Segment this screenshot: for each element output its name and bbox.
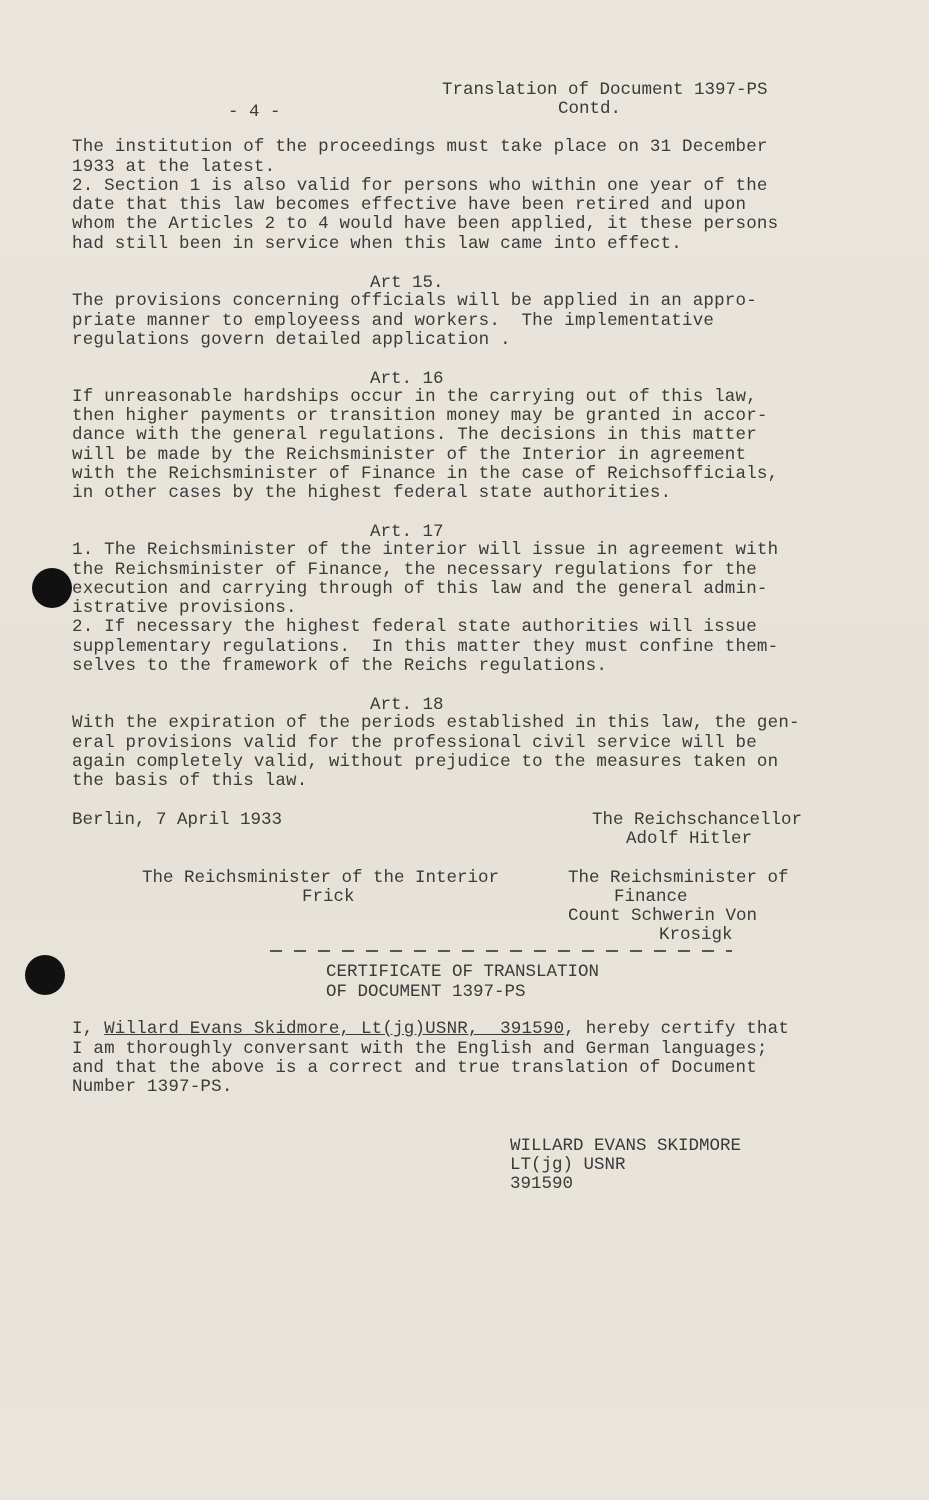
signer-number: 391590 [510, 1174, 574, 1194]
chancellor-name: Adolf Hitler [626, 829, 753, 849]
art18-line: again completely valid, without prejudice to the measures taken on [72, 752, 779, 772]
chancellor-title: The Reichschancellor [592, 810, 803, 830]
art16-line: then higher payments or transition money may be granted in accor- [72, 406, 768, 426]
art16-line: will be made by the Reichsminister of the Interior in agreement [72, 445, 747, 465]
finance-minister-name-2: Krosigk [659, 925, 733, 945]
art18-line: the basis of this law. [72, 771, 308, 791]
art17-line: supplementary regulations. In this matter they must confine them- [72, 637, 779, 657]
finance-minister-title-2: Finance [614, 887, 688, 907]
header-contd: Contd. [558, 99, 622, 119]
page-number: - 4 - [228, 102, 281, 122]
art16-line: in other cases by the highest federal state authorities. [72, 483, 672, 503]
art17-heading: Art. 17 [370, 522, 444, 542]
punch-hole-top [32, 568, 72, 608]
art17-line: istrative provisions. [72, 598, 297, 618]
certificate-line: and that the above is a correct and true translation of Document [72, 1058, 757, 1078]
certificate-line: Number 1397-PS. [72, 1077, 233, 1097]
separator-dashes [270, 950, 732, 952]
certificate-line: I am thoroughly conversant with the English and German languages; [72, 1039, 768, 1059]
finance-minister-name: Count Schwerin Von [568, 906, 758, 926]
art16-heading: Art. 16 [370, 369, 444, 389]
intro-line: The institution of the proceedings must take place on 31 December [72, 137, 768, 157]
art17-line: 1. The Reichsminister of the interior will issue in agreement with [72, 540, 779, 560]
art16-line: with the Reichsminister of Finance in the case of Reichsofficials, [72, 464, 779, 484]
place-date: Berlin, 7 April 1933 [72, 810, 283, 830]
intro-line: whom the Articles 2 to 4 would have been applied, it these persons [72, 214, 779, 234]
art17-line: execution and carrying through of this law and the general admin- [72, 579, 768, 599]
art18-line: With the expiration of the periods established in this law, the gen- [72, 713, 800, 733]
art16-line: If unreasonable hardships occur in the carrying out of this law, [72, 387, 757, 407]
art15-heading: Art 15. [370, 273, 444, 293]
intro-line: had still been in service when this law came into effect. [72, 234, 682, 254]
certificate-suffix: , hereby certify that [564, 1019, 790, 1039]
art15-line: priate manner to employeess and workers. The implementative [72, 311, 715, 331]
signer-rank: LT(jg) USNR [510, 1155, 626, 1175]
art15-line: regulations govern detailed application . [72, 330, 511, 350]
punch-hole-bottom [25, 955, 65, 995]
finance-minister-title: The Reichsminister of [568, 868, 789, 888]
certificate-subheading: OF DOCUMENT 1397-PS [326, 982, 526, 1002]
intro-line: 1933 at the latest. [72, 157, 276, 177]
art18-heading: Art. 18 [370, 695, 444, 715]
interior-minister-name: Frick [302, 887, 355, 907]
art16-line: dance with the general regulations. The decisions in this matter [72, 425, 757, 445]
art18-line: eral provisions valid for the professional civil service will be [72, 733, 757, 753]
art17-line: 2. If necessary the highest federal state authorities will issue [72, 617, 757, 637]
intro-line: 2. Section 1 is also valid for persons who within one year of the [72, 176, 768, 196]
art17-line: selves to the framework of the Reichs regulations. [72, 656, 608, 676]
intro-line: date that this law becomes effective have been retired and upon [72, 195, 747, 215]
art15-line: The provisions concerning officials will be applied in an appro- [72, 291, 757, 311]
signer-name: WILLARD EVANS SKIDMORE [510, 1136, 742, 1156]
art17-line: the Reichsminister of Finance, the necessary regulations for the [72, 560, 757, 580]
header-title: Translation of Document 1397-PS [442, 80, 768, 100]
certificate-heading: CERTIFICATE OF TRANSLATION [326, 962, 600, 982]
certificate-translator: Willard Evans Skidmore, Lt(jg)USNR, 391590 [104, 1019, 565, 1039]
interior-minister-title: The Reichsminister of the Interior [142, 868, 500, 888]
certificate-prefix: I, [72, 1019, 105, 1039]
certificate-line [72, 1020, 789, 1039]
